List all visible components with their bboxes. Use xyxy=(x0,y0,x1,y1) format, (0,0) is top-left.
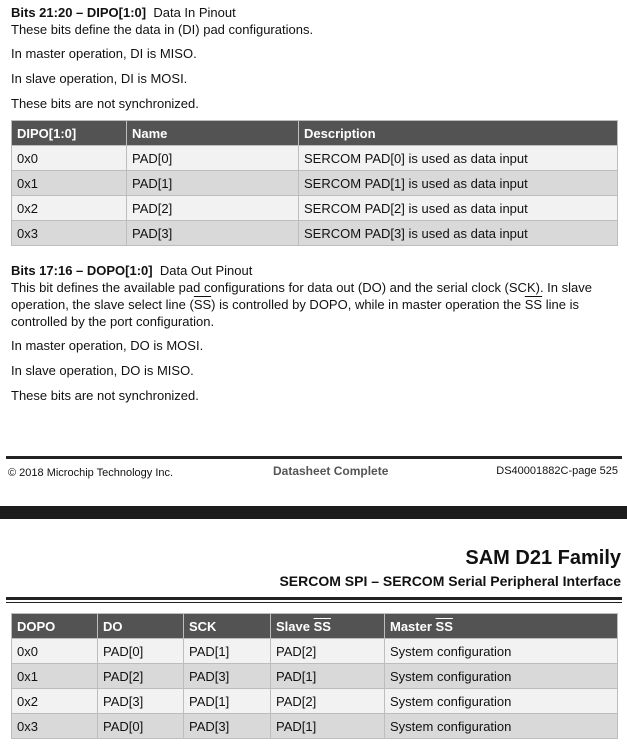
dipo-table-header-row xyxy=(12,121,618,146)
dipo-col-header: DIPO[1:0] xyxy=(12,121,127,146)
dipo-heading-title: Data In Pinout xyxy=(153,5,236,20)
table-cell: SERCOM PAD[0] is used as data input xyxy=(299,146,618,171)
table-cell: PAD[1] xyxy=(271,714,385,739)
table-cell: PAD[0] xyxy=(98,714,184,739)
dopo-description xyxy=(11,279,623,330)
dopo-master-note: In master operation, DO is MOSI. xyxy=(11,338,204,353)
table-cell: System configuration xyxy=(385,714,618,739)
table-cell: SERCOM PAD[3] is used as data input xyxy=(299,221,618,246)
dopo-slave-note: In slave operation, DO is MISO. xyxy=(11,363,194,378)
table-cell: SERCOM PAD[1] is used as data input xyxy=(299,171,618,196)
header-rule-thin xyxy=(6,602,622,603)
dopo-heading-title: Data Out Pinout xyxy=(159,263,253,278)
name-col-header: Name xyxy=(127,121,299,146)
dopo-table xyxy=(11,613,618,739)
table-cell: 0x1 xyxy=(12,171,127,196)
table-row xyxy=(12,689,618,714)
dopo-desc-line-1: This bit defines the available pad configurations for data out (DO) and the serial clock (SCK). In slave xyxy=(11,280,592,295)
page-break-band xyxy=(0,506,627,519)
slave-select-signal: $\overline{SS}$ xyxy=(193,297,212,312)
table-cell: 0x2 xyxy=(12,689,98,714)
table-cell: PAD[1] xyxy=(184,689,271,714)
dopo-desc-line-2: operation, the slave select line $(\overline{SS})$ is controlled by DOPO, while in master operation the $\overline{SS}$ line is xyxy=(11,297,579,312)
dopo-heading-bits: Bits 17:16 – DOPO[1:0] xyxy=(11,263,153,278)
table-cell: PAD[2] xyxy=(271,689,385,714)
dopo-col-header: DOPO xyxy=(12,614,98,639)
dopo-desc-line-3: controlled by the port configuration. xyxy=(11,314,215,329)
table-cell: PAD[2] xyxy=(127,196,299,221)
dipo-sync-note: These bits are not synchronized. xyxy=(11,96,199,111)
table-cell: System configuration xyxy=(385,664,618,689)
section-title: SERCOM SPI – SERCOM Serial Peripheral Interface xyxy=(279,573,621,589)
table-cell: 0x2 xyxy=(12,196,127,221)
footer-copyright: © 2018 Microchip Technology Inc. xyxy=(8,467,174,479)
table-cell: PAD[3] xyxy=(184,714,271,739)
slave-select-signal: $\overline{SS}$ xyxy=(313,618,331,634)
sck-col-header: SCK xyxy=(184,614,271,639)
do-col-header: DO xyxy=(98,614,184,639)
table-cell: PAD[1] xyxy=(184,639,271,664)
table-row xyxy=(12,196,618,221)
master-ss-col-header: Master $\overline{SS}$ xyxy=(385,614,618,639)
table-cell: 0x3 xyxy=(12,714,98,739)
table-cell: SERCOM PAD[2] is used as data input xyxy=(299,196,618,221)
table-cell: PAD[0] xyxy=(98,639,184,664)
table-row xyxy=(12,146,618,171)
table-cell: PAD[2] xyxy=(98,664,184,689)
table-cell: PAD[1] xyxy=(127,171,299,196)
table-row xyxy=(12,171,618,196)
slave-select-signal: $\overline{SS}$ xyxy=(435,618,453,634)
table-row xyxy=(12,664,618,689)
dopo-heading xyxy=(11,263,252,279)
table-row xyxy=(12,639,618,664)
header-rule xyxy=(6,597,622,600)
table-cell: PAD[2] xyxy=(271,639,385,664)
dipo-master-note: In master operation, DI is MISO. xyxy=(11,46,197,61)
dipo-heading xyxy=(11,5,236,21)
table-row xyxy=(12,221,618,246)
table-cell: PAD[1] xyxy=(271,664,385,689)
table-cell: 0x1 xyxy=(12,664,98,689)
footer-rule xyxy=(6,456,622,459)
dipo-heading-bits: Bits 21:20 – DIPO[1:0] xyxy=(11,5,147,20)
dopo-sync-note: These bits are not synchronized. xyxy=(11,388,199,403)
table-cell: System configuration xyxy=(385,639,618,664)
table-cell: PAD[3] xyxy=(184,664,271,689)
table-cell: PAD[0] xyxy=(127,146,299,171)
slave-ss-col-header: Slave $\overline{SS}$ xyxy=(271,614,385,639)
footer-doc-status: Datasheet Complete xyxy=(273,464,389,478)
table-cell: PAD[3] xyxy=(98,689,184,714)
slave-select-signal: $\overline{SS}$ xyxy=(524,297,543,312)
dipo-slave-note: In slave operation, DI is MOSI. xyxy=(11,71,188,86)
dipo-description: These bits define the data in (DI) pad configurations. xyxy=(11,22,314,37)
table-cell: 0x0 xyxy=(12,146,127,171)
dopo-table-header-row xyxy=(12,614,618,639)
table-cell: PAD[3] xyxy=(127,221,299,246)
table-cell: 0x0 xyxy=(12,639,98,664)
table-row xyxy=(12,714,618,739)
table-cell: System configuration xyxy=(385,689,618,714)
footer-page-ref: DS40001882C-page 525 xyxy=(496,465,618,477)
description-col-header: Description xyxy=(299,121,618,146)
table-cell: 0x3 xyxy=(12,221,127,246)
dipo-table xyxy=(11,120,618,246)
product-family-title: SAM D21 Family xyxy=(465,547,621,569)
